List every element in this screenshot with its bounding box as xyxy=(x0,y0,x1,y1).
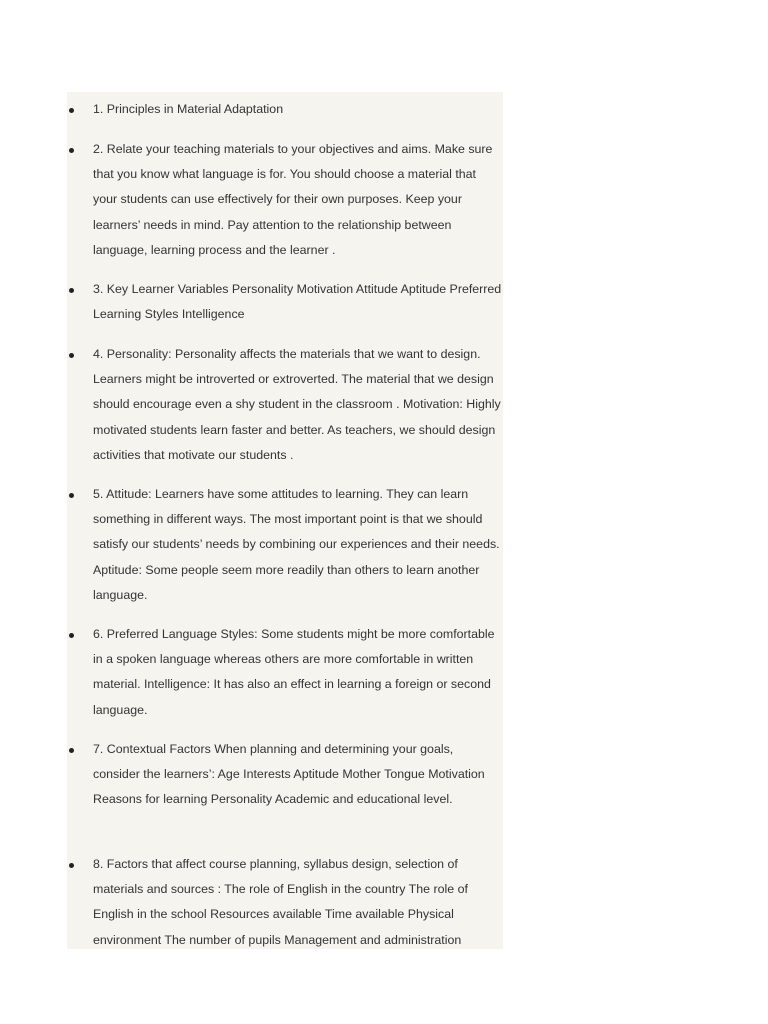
bullet-icon xyxy=(69,863,74,868)
bullet-icon xyxy=(69,493,74,498)
list-item xyxy=(67,342,503,468)
list-item-text: 3. Key Learner Variables Personality Motivation Attitude Aptitude Preferred Learning Styles Intelligence xyxy=(93,282,502,322)
list-item xyxy=(67,97,503,122)
bullet-icon xyxy=(69,108,74,113)
list-item xyxy=(67,622,503,723)
list-item-text: 6. Preferred Language Styles: Some students might be more comfortable in a spoken language whereas others are more comfortable in written material. Intelligence: It has also an effect in learning a foreign or second language. xyxy=(93,627,495,717)
list-item-text: 1. Principles in Material Adaptation xyxy=(93,102,284,116)
list-item xyxy=(67,737,503,813)
list-item xyxy=(67,277,503,327)
bullet-icon xyxy=(69,148,74,153)
list-item-text: 7. Contextual Factors When planning and determining your goals, consider the learners’: Age Interests Aptitude Mother Tongue Motivation Reasons for learning Personality Academic and educational level. xyxy=(93,742,485,807)
list-item-text: 4. Personality: Personality affects the materials that we want to design. Learners might be introverted or extroverted. The material that we design should encourage even a shy student in the classroom . Motivation: Highly motivated students learn faster and better. As teachers, we should design activities that motivate our students . xyxy=(93,347,501,462)
list-item xyxy=(67,137,503,263)
document-panel xyxy=(67,92,503,949)
list-item xyxy=(67,482,503,608)
list-item xyxy=(67,852,503,949)
bullet-icon xyxy=(69,353,74,358)
bullet-icon xyxy=(69,633,74,638)
list-item-text: 5. Attitude: Learners have some attitudes to learning. They can learn something in different ways. The most important point is that we should satisfy our students’ needs by combining our experiences and their needs. Aptitude: Some people seem more readily than others to learn another language. xyxy=(93,487,500,602)
bullet-icon xyxy=(69,288,74,293)
bullet-icon xyxy=(69,748,74,753)
list-item-text: 2. Relate your teaching materials to your objectives and aims. Make sure that you know what language is for. You should choose a material that your students can use effectively for their own purposes. Keep your learners’ needs in mind. Pay attention to the relationship between language, learning process and the learner . xyxy=(93,142,493,257)
list-item-text: 8. Factors that affect course planning, syllabus design, selection of materials and sources : The role of English in the country The role of English in the school Resources available Time available Physical environment The number of pupils Management and administration xyxy=(93,857,468,947)
